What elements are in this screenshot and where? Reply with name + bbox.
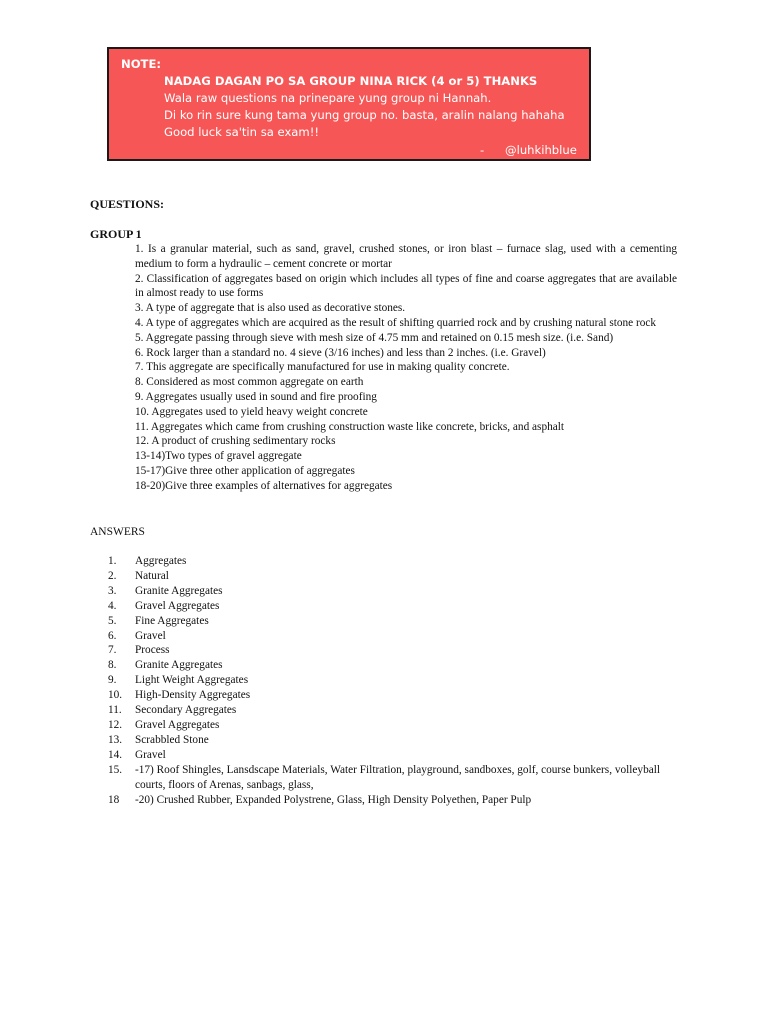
signature-dash: - [480, 143, 485, 157]
answer-item [108, 554, 688, 569]
note-lines [164, 73, 584, 141]
answer-number: 18 [108, 793, 120, 806]
note-line: Wala raw questions na prinepare yung group ni Hannah. [164, 91, 492, 105]
answers-list [108, 554, 688, 807]
question-item: 3. A type of aggregate that is also used as decorative stones. [135, 302, 406, 315]
answer-number: 11. [108, 704, 122, 717]
answer-item [108, 763, 688, 793]
question-item: 5. Aggregate passing through sieve with mesh size of 4.75 mm and retained on 0.15 mesh size. (i.e. Sand) [135, 331, 614, 344]
question-item: 4. A type of aggregates which are acquired as the result of shifting quarried rock and by crushing natural stone rock [135, 316, 657, 329]
answer-text: Secondary Aggregates [135, 704, 237, 717]
note-box [107, 47, 591, 161]
question-item: 8. Considered as most common aggregate on earth [135, 376, 364, 389]
answer-number: 3. [108, 584, 117, 597]
answer-text: Aggregates [135, 555, 187, 567]
answer-number: 14. [108, 748, 123, 761]
question-item: 18-20)Give three examples of alternatives for aggregates [135, 479, 393, 492]
question-item: 7. This aggregate are specifically manufactured for use in making quality concrete. [135, 361, 510, 374]
question-item: 12. A product of crushing sedimentary rocks [135, 435, 336, 448]
answer-item [108, 688, 688, 703]
answer-text: -17) Roof Shingles, Lansdscape Materials, Water Filtration, playground, sandboxes, golf, course bunkers, volleyball courts, floors of Arenas, sanbags, glass, [135, 763, 661, 791]
question-item: 11. Aggregates which came from crushing construction waste like concrete, bricks, and asphalt [135, 420, 565, 433]
answer-item [108, 569, 688, 584]
answer-number: 10. [108, 689, 123, 702]
answer-item [108, 643, 688, 658]
question-item: 6. Rock larger than a standard no. 4 sieve (3/16 inches) and less than 2 inches. (i.e. Gravel) [135, 346, 546, 359]
answer-text: Gravel Aggregates [135, 599, 220, 612]
questions-heading: QUESTIONS: [90, 197, 165, 211]
answer-item [108, 703, 688, 718]
answer-text: Gravel [135, 629, 166, 642]
note-line: Di ko rin sure kung tama yung group no. basta, aralin nalang hahaha [164, 108, 565, 122]
answer-number: 8. [108, 659, 117, 672]
question-item: 15-17)Give three other application of aggregates [135, 464, 355, 477]
note-title: NOTE: [121, 57, 162, 71]
group-heading: GROUP 1 [90, 227, 142, 241]
answers-heading: ANSWERS [90, 526, 145, 538]
answer-number: 6. [108, 629, 117, 642]
question-item: 9. Aggregates usually used in sound and fire proofing [135, 390, 377, 403]
answer-item [108, 673, 688, 688]
note-signature [480, 142, 577, 159]
answer-text: Light Weight Aggregates [135, 674, 249, 687]
answer-text: Granite Aggregates [135, 584, 223, 597]
answer-number: 15. [108, 763, 123, 776]
answer-item [108, 733, 688, 748]
answer-text: Gravel Aggregates [135, 718, 220, 731]
answer-text: Granite Aggregates [135, 659, 223, 672]
answer-number: 4. [108, 599, 117, 612]
answer-item [108, 629, 688, 644]
answer-item [108, 658, 688, 673]
answer-number: 12. [108, 718, 123, 731]
answer-number: 5. [108, 614, 117, 627]
answer-number: 13. [108, 733, 123, 746]
signature-handle: @luhkihblue [505, 143, 577, 157]
answer-item [108, 599, 688, 614]
answer-number: 1. [108, 555, 117, 567]
questions-list [135, 242, 677, 494]
answer-text: Gravel [135, 748, 166, 761]
note-line: NADAG DAGAN PO SA GROUP NINA RICK (4 or 5) THANKS [164, 74, 538, 88]
question-item: 2. Classification of aggregates based on origin which includes all types of fine and coarse aggregates that are available in almost ready to use forms [135, 272, 677, 300]
answer-number: 2. [108, 569, 117, 582]
answer-text: -20) Crushed Rubber, Expanded Polystrene, Glass, High Density Polyethen, Paper Pulp [135, 793, 532, 806]
question-item: 13-14)Two types of gravel aggregate [135, 450, 302, 463]
answer-item [108, 614, 688, 629]
answer-text: Process [135, 644, 170, 657]
answer-number: 7. [108, 644, 117, 657]
answer-text: Scrabbled Stone [135, 733, 209, 746]
answer-item [108, 584, 688, 599]
answer-item [108, 718, 688, 733]
note-line: Good luck sa'tin sa exam!! [164, 125, 320, 139]
answer-text: Fine Aggregates [135, 614, 209, 627]
answer-text: High-Density Aggregates [135, 689, 251, 702]
question-item: 10. Aggregates used to yield heavy weight concrete [135, 405, 368, 418]
answer-item [108, 793, 688, 808]
answer-item [108, 748, 688, 763]
answer-text: Natural [135, 569, 169, 582]
question-item: 1. Is a granular material, such as sand, gravel, crushed stones, or iron blast – furnace slag, used with a cementing medium to form a hydraulic – cement concrete or mortar [135, 243, 677, 270]
answer-number: 9. [108, 674, 117, 687]
